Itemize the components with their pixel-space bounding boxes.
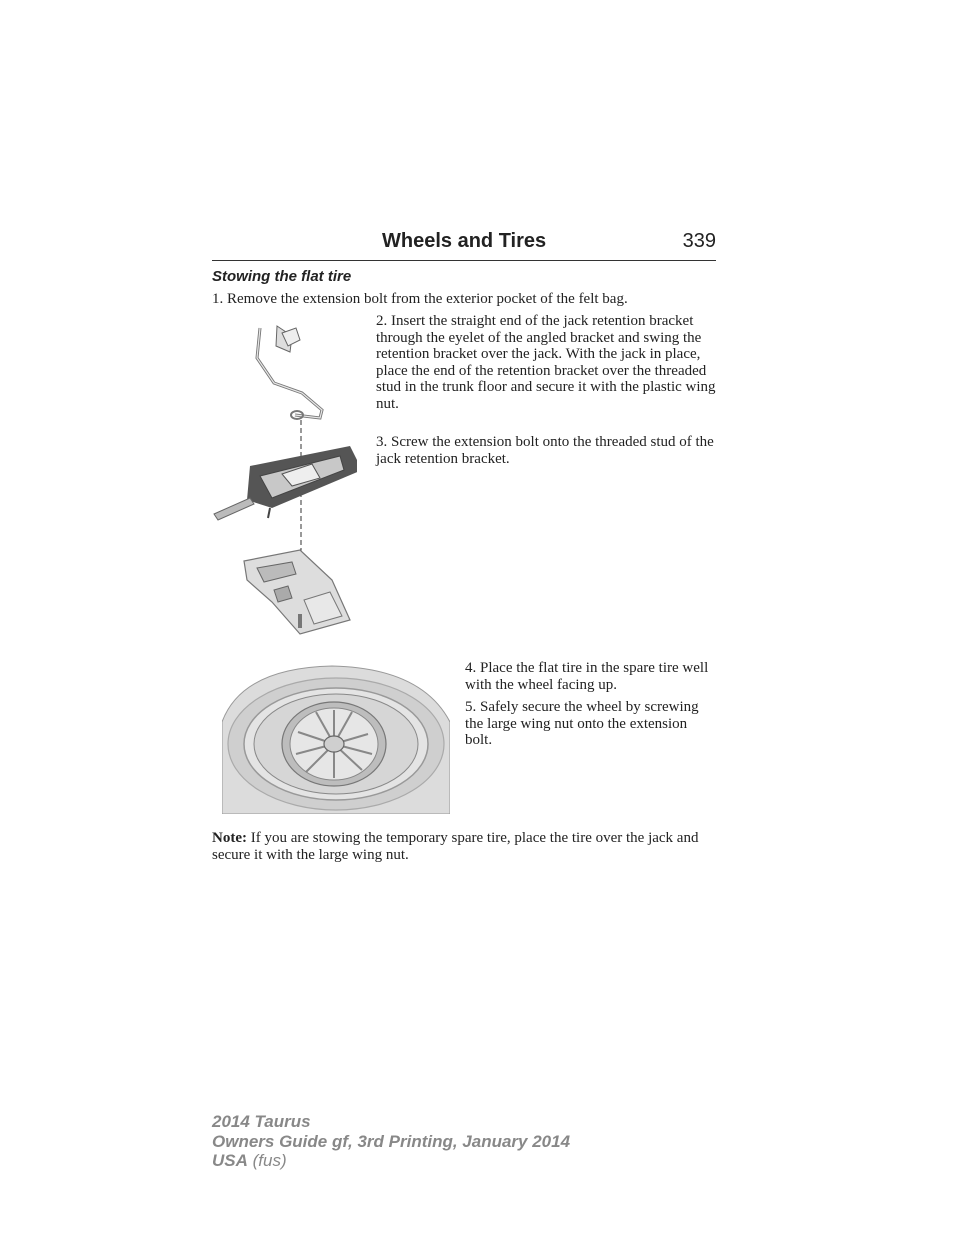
footer-market-main: USA — [212, 1151, 248, 1170]
step-3: 3. Screw the extension bolt onto the threaded stud of the jack retention bracket. — [376, 434, 714, 467]
note-label: Note: — [212, 830, 247, 846]
page-number: 339 — [682, 230, 716, 252]
footer-model: 2014 Taurus — [212, 1112, 311, 1131]
section-title: Stowing the flat tire — [212, 268, 352, 285]
step-1: 1. Remove the extension bolt from the exterior pocket of the felt bag. — [212, 291, 628, 307]
chapter-title: Wheels and Tires — [382, 230, 547, 252]
step-5: 5. Safely secure the wheel by screwing the large wing nut onto the extension bolt. — [465, 699, 699, 748]
footer-edition: Owners Guide gf, 3rd Printing, January 2014 — [212, 1131, 571, 1151]
page-footer — [212, 1112, 570, 1171]
step-4: 4. Place the flat tire in the spare tire well with the wheel facing up. — [465, 660, 709, 693]
step-2: 2. Insert the straight end of the jack retention bracket through the eyelet of the angled bracket and swing the retention bracket over the jack. With the jack in place, place the end of the retention bracket over the threaded stud in the trunk floor and secure it with the plastic wing nut. — [376, 313, 716, 412]
spare-tire-well-illustration — [222, 662, 450, 814]
page-header — [212, 228, 716, 261]
footer-market — [212, 1151, 570, 1171]
footer-market-code: (fus) — [247, 1151, 287, 1170]
note-paragraph — [212, 830, 718, 863]
jack-retention-bracket-illustration — [212, 318, 357, 638]
note-text: If you are stowing the temporary spare tire, place the tire over the jack and secure it with the large wing nut. — [212, 830, 699, 863]
